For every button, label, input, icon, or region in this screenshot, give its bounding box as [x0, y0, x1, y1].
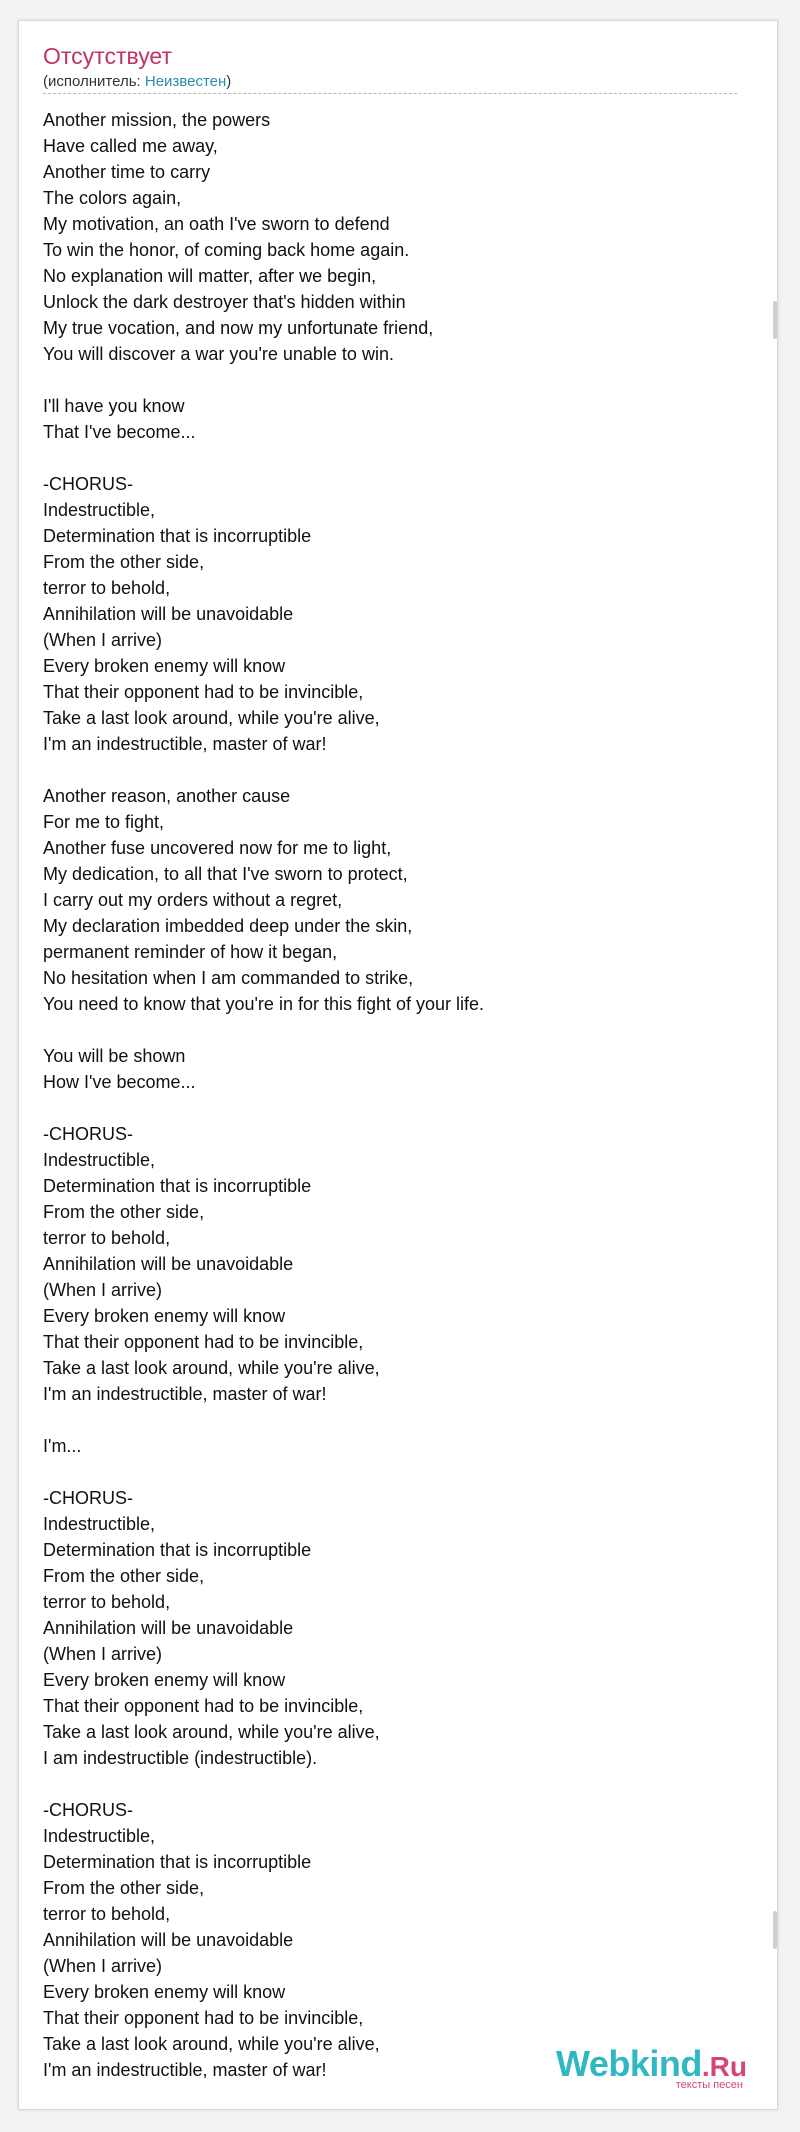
artist-prefix: (исполнитель:: [43, 73, 145, 90]
lyric-blank-line: [43, 445, 743, 471]
lyric-line: -CHORUS-: [43, 474, 133, 494]
artist-line: [43, 73, 231, 91]
lyric-line: Take a last look around, while you're alive,: [43, 1358, 380, 1378]
lyric-line: That their opponent had to be invincible,: [43, 1332, 364, 1352]
scroll-grip[interactable]: [773, 1911, 777, 1949]
lyric-line: Another time to carry: [43, 162, 211, 182]
lyric-line: From the other side,: [43, 1878, 205, 1898]
lyric-line: -CHORUS-: [43, 1488, 133, 1508]
lyric-line: Take a last look around, while you're alive,: [43, 708, 380, 728]
lyric-line: Determination that is incorruptible: [43, 1852, 312, 1872]
lyric-blank-line: [43, 1459, 743, 1485]
lyric-line: From the other side,: [43, 552, 205, 572]
lyric-line: My dedication, to all that I've sworn to protect,: [43, 864, 408, 884]
lyric-line: I carry out my orders without a regret,: [43, 890, 343, 910]
lyric-line: The colors again,: [43, 188, 182, 208]
lyric-line: That their opponent had to be invincible,: [43, 1696, 364, 1716]
lyric-line: -CHORUS-: [43, 1124, 133, 1144]
lyric-line: Take a last look around, while you're alive,: [43, 1722, 380, 1742]
logo-tagline: тексты песен: [675, 2079, 743, 2091]
lyric-line: For me to fight,: [43, 812, 165, 832]
lyric-line: Annihilation will be unavoidable: [43, 1254, 294, 1274]
lyric-line: permanent reminder of how it began,: [43, 942, 338, 962]
lyric-line: Indestructible,: [43, 1150, 156, 1170]
lyric-line: You will be shown: [43, 1046, 186, 1066]
lyric-line: Indestructible,: [43, 500, 156, 520]
lyric-blank-line: [43, 1771, 743, 1797]
lyric-line: -CHORUS-: [43, 1800, 133, 1820]
lyric-line: That I've become...: [43, 422, 196, 442]
lyric-line: Every broken enemy will know: [43, 1982, 286, 2002]
lyric-line: I am indestructible (indestructible).: [43, 1748, 318, 1768]
lyric-line: Indestructible,: [43, 1514, 156, 1534]
lyric-line: That their opponent had to be invincible,: [43, 2008, 364, 2028]
header-divider: [43, 93, 737, 94]
lyric-line: Annihilation will be unavoidable: [43, 1930, 294, 1950]
lyric-line: No hesitation when I am commanded to strike,: [43, 968, 414, 988]
lyric-line: Another mission, the powers: [43, 110, 271, 130]
lyric-line: I'm an indestructible, master of war!: [43, 1384, 327, 1404]
scroll-grip[interactable]: [773, 301, 777, 339]
lyric-line: From the other side,: [43, 1566, 205, 1586]
lyric-line: terror to behold,: [43, 1904, 171, 1924]
lyric-line: My motivation, an oath I've sworn to defend: [43, 214, 390, 234]
lyric-line: No explanation will matter, after we begin,: [43, 266, 377, 286]
logo-word: Webkind: [556, 2043, 702, 2084]
artist-suffix: ): [226, 73, 232, 90]
lyric-line: Unlock the dark destroyer that's hidden within: [43, 292, 406, 312]
lyric-line: To win the honor, of coming back home again.: [43, 240, 410, 260]
lyric-line: You will discover a war you're unable to win.: [43, 344, 394, 364]
lyric-line: You need to know that you're in for this fight of your life.: [43, 994, 485, 1014]
lyric-line: Determination that is incorruptible: [43, 1176, 312, 1196]
lyric-line: I'm an indestructible, master of war!: [43, 734, 327, 754]
lyric-line: Indestructible,: [43, 1826, 156, 1846]
lyric-line: How I've become...: [43, 1072, 196, 1092]
lyric-line: I'm an indestructible, master of war!: [43, 2060, 327, 2080]
lyric-line: Another fuse uncovered now for me to light,: [43, 838, 392, 858]
lyric-line: terror to behold,: [43, 1228, 171, 1248]
lyric-line: (When I arrive): [43, 1280, 163, 1300]
song-title: Отсутствует: [43, 43, 172, 69]
lyric-line: Have called me away,: [43, 136, 218, 156]
lyric-line: From the other side,: [43, 1202, 205, 1222]
lyric-line: (When I arrive): [43, 1644, 163, 1664]
logo-tld: .Ru: [701, 2051, 747, 2082]
lyric-line: Every broken enemy will know: [43, 1670, 286, 1690]
lyric-blank-line: [43, 367, 743, 393]
webkind-logo[interactable]: [556, 2043, 747, 2091]
lyric-line: Annihilation will be unavoidable: [43, 604, 294, 624]
lyric-blank-line: [43, 1407, 743, 1433]
lyric-line: I'll have you know: [43, 396, 185, 416]
lyric-blank-line: [43, 1095, 743, 1121]
lyric-line: Another reason, another cause: [43, 786, 291, 806]
lyric-line: Every broken enemy will know: [43, 656, 286, 676]
lyrics-card: [18, 20, 778, 2110]
lyric-line: (When I arrive): [43, 1956, 163, 1976]
lyric-line: terror to behold,: [43, 1592, 171, 1612]
lyric-line: Every broken enemy will know: [43, 1306, 286, 1326]
lyrics-text: [43, 107, 743, 2083]
lyric-line: My declaration imbedded deep under the skin,: [43, 916, 413, 936]
lyric-line: That their opponent had to be invincible,: [43, 682, 364, 702]
lyric-line: (When I arrive): [43, 630, 163, 650]
lyric-line: Take a last look around, while you're alive,: [43, 2034, 380, 2054]
lyric-blank-line: [43, 1017, 743, 1043]
lyric-line: Determination that is incorruptible: [43, 1540, 312, 1560]
lyric-line: Determination that is incorruptible: [43, 526, 312, 546]
lyric-line: I'm...: [43, 1436, 82, 1456]
lyric-line: My true vocation, and now my unfortunate friend,: [43, 318, 434, 338]
lyric-blank-line: [43, 757, 743, 783]
artist-link[interactable]: Неизвестен: [144, 73, 227, 90]
lyric-line: terror to behold,: [43, 578, 171, 598]
lyric-line: Annihilation will be unavoidable: [43, 1618, 294, 1638]
